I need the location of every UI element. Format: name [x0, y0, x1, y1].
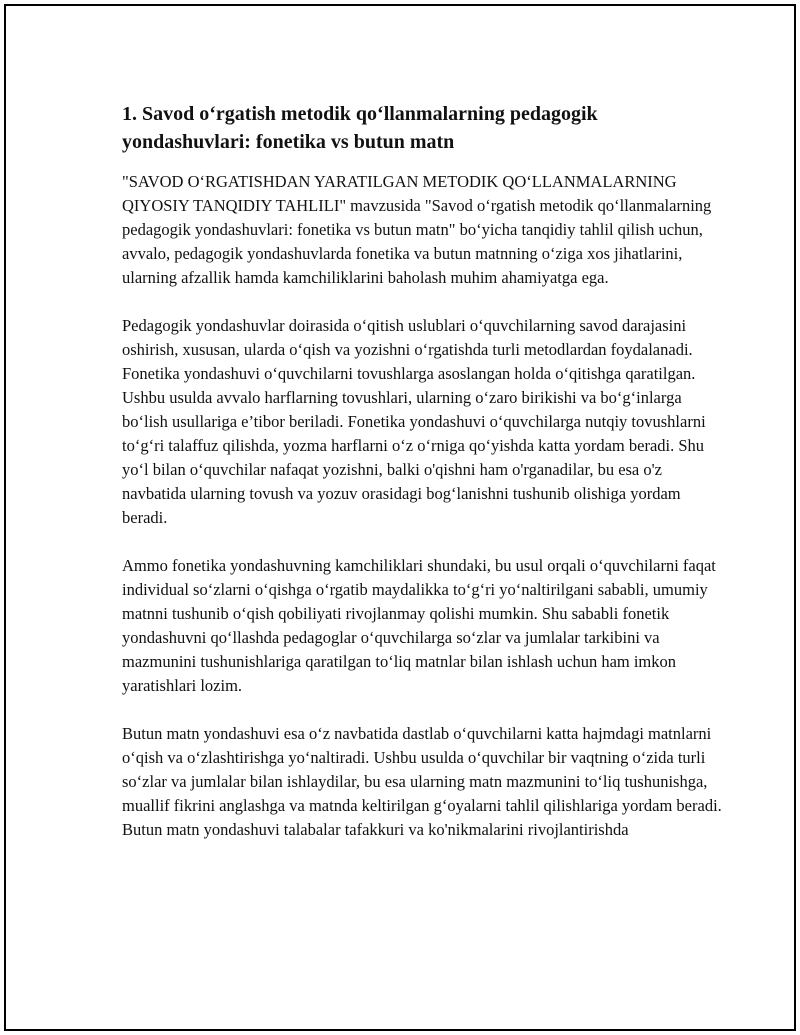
paragraph-whole-text: Butun matn yondashuvi esa o‘z navbatida dastlab o‘quvchilarni katta hajmdagi matnlarni o‘qish va o‘zlashtirishga yo‘naltiradi. Ushbu usulda o‘quvchilar bir vaqtning o‘zida turli so‘zlar va jumlalar bilan ishlaydilar, bu esa ularning matn mazmunini to‘liq tushunishga, muallif fikrini anglashga va matnda keltirilgan g‘oyalarni tahlil qilishlariga yordam beradi. Butun matn yondashuvi talabalar tafakkuri va ko'nikmalarini rivojlantirishda [122, 724, 722, 839]
paragraph-intro: "SAVOD O‘RGATISHDAN YARATILGAN METODIK QO‘LLANMALARNING QIYOSIY TANQIDIY TAHLILI" mavzusida "Savod o‘rgatish metodik qo‘llanmalarning pedagogik yondashuvlari: fonetika vs butun matn" bo‘yicha tanqidiy tahlil qilish uchun, avvalo, pedagogik yondashuvlarda fonetika va butun matnning o‘ziga xos jihatlarini, ularning afzallik hamda kamchiliklarini baholash muhim ahamiyatga ega. [122, 172, 712, 287]
paragraph-phonetics: Pedagogik yondashuvlar doirasida o‘qitish uslublari o‘quvchilarning savod darajasini oshirish, xususan, ularda o‘qish va yozishni o‘rgatishda turli metodlardan foydalanadi. Fonetika yondashuvi o‘quvchilarni tovushlarga asoslangan holda o‘qitishga qaratilgan. Ushbu usulda avvalo harflarning tovushlari, ularning o‘zaro birikishi va bo‘g‘inlarga bo‘lish usullariga e’tibor beriladi. Fonetika yondashuvi o‘quvchilarga nutqiy tovushlarni to‘g‘ri talaffuz qilishda, yozma harflarni o‘z o‘rniga qo‘yishda katta yordam beradi. Shu yo‘l bilan o‘quvchilar nafaqat yozishni, balki o'qishni ham o'rganadilar, bu esa o'z navbatida ularning tovush va yozuv orasidagi bog‘lanishni tushunib olishiga yordam beradi. [122, 316, 706, 527]
section-heading: 1. Savod o‘rgatish metodik qo‘llanmalarning pedagogik yondashuvlari: fonetika vs butun matn [122, 103, 598, 153]
document-body [122, 100, 722, 866]
paragraph-phonetics-drawbacks: Ammo fonetika yondashuvning kamchiliklari shundaki, bu usul orqali o‘quvchilarni faqat individual so‘zlarni o‘qishga o‘rgatib maydalikka to‘g‘ri yo‘naltirilgani sababli, umumiy matnni tushunib o‘qish qobiliyati rivojlanmay qolishi mumkin. Shu sababli fonetik yondashuvni qo‘llashda pedagoglar o‘quvchilarga so‘zlar va jumlalar tarkibini va mazmunini tushunishlariga qaratilgan to‘liq matnlar bilan ishlash uchun ham imkon yaratishlari lozim. [122, 556, 716, 695]
page-frame [4, 4, 796, 1031]
